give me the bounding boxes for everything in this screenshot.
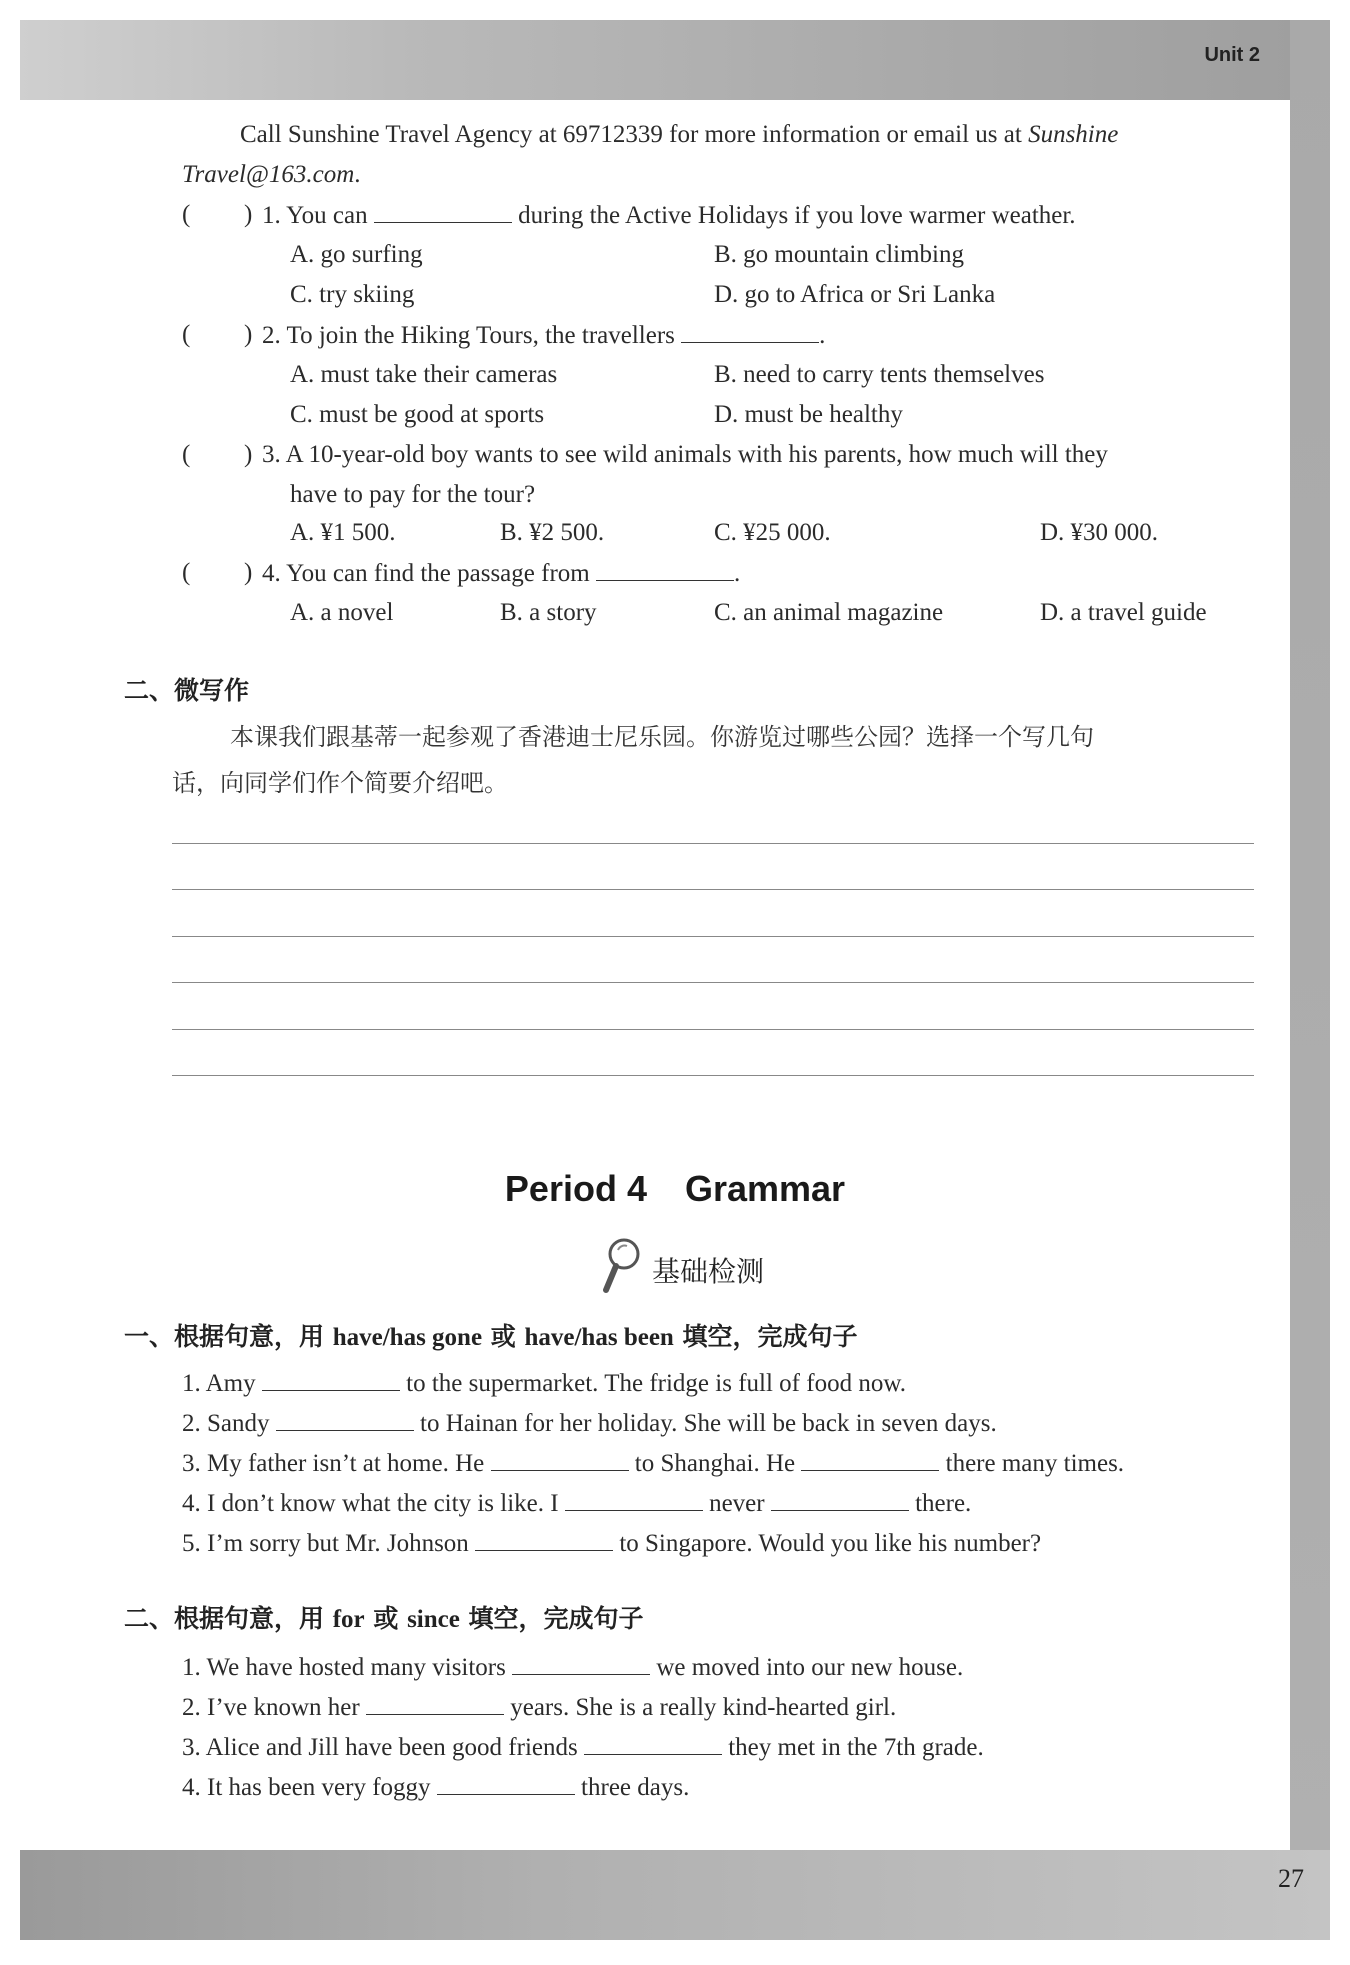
answer-blank[interactable] bbox=[565, 1488, 703, 1511]
exercise-2-heading: 二、根据句意，用 for 或 since 填空，完成句子 bbox=[124, 1604, 644, 1633]
answer-blank[interactable] bbox=[801, 1448, 939, 1471]
option-d: D. a travel guide bbox=[1040, 599, 1207, 626]
answer-paren-close: ) bbox=[244, 441, 253, 468]
answer-paren-open: ( bbox=[182, 559, 191, 586]
answer-blank[interactable] bbox=[374, 200, 512, 223]
option-d: D. go to Africa or Sri Lanka bbox=[714, 281, 996, 308]
option-b: B. ¥2 500. bbox=[500, 519, 605, 546]
option-a: A. go surfing bbox=[290, 241, 423, 268]
writing-line[interactable] bbox=[172, 1029, 1254, 1030]
option-d: D. ¥30 000. bbox=[1040, 519, 1159, 546]
exercise-1-item-3: 3. My father isn’t at home. He to Shanghai. He there many times. bbox=[182, 1450, 1125, 1477]
option-a: A. a novel bbox=[290, 599, 394, 626]
period-number: Period 4 bbox=[504, 1168, 647, 1209]
period-topic: Grammar bbox=[684, 1168, 846, 1209]
writing-line[interactable] bbox=[172, 982, 1254, 983]
writing-line[interactable] bbox=[172, 936, 1254, 937]
exercise-2-item-4: 4. It has been very foggy three days. bbox=[182, 1774, 690, 1801]
writing-line[interactable] bbox=[172, 1075, 1254, 1076]
email-part-2: Travel@163.com bbox=[182, 161, 355, 188]
answer-blank[interactable] bbox=[681, 320, 819, 343]
writing-heading: 二、微写作 bbox=[124, 676, 250, 705]
answer-paren-open: ( bbox=[182, 441, 191, 468]
exercise-1-item-1: 1. Amy to the supermarket. The fridge is full of food now. bbox=[182, 1370, 907, 1397]
option-c: C. an animal magazine bbox=[714, 599, 944, 626]
intro-line-1: Call Sunshine Travel Agency at 69712339 for more information or email us at Sunshine bbox=[240, 121, 1119, 148]
answer-blank[interactable] bbox=[437, 1772, 575, 1795]
question-stem: 1. You can during the Active Holidays if you love warmer weather. bbox=[262, 202, 1076, 229]
exercise-2-item-2: 2. I’ve known her years. She is a really kind-hearted girl. bbox=[182, 1694, 897, 1721]
answer-paren-close: ) bbox=[244, 201, 253, 228]
answer-paren-open: ( bbox=[182, 201, 191, 228]
exercise-2-item-3: 3. Alice and Jill have been good friends they met in the 7th grade. bbox=[182, 1734, 984, 1761]
answer-paren-close: ) bbox=[244, 321, 253, 348]
option-b: B. need to carry tents themselves bbox=[714, 361, 1045, 388]
exercise-1-heading: 一、根据句意，用 have/has gone 或 have/has been 填空，完成句子 bbox=[124, 1322, 858, 1351]
option-c: C. must be good at sports bbox=[290, 401, 545, 428]
question-stem: 3. A 10-year-old boy wants to see wild animals with his parents, how much will they bbox=[262, 441, 1108, 468]
answer-blank[interactable] bbox=[475, 1528, 613, 1551]
exercise-1-item-5: 5. I’m sorry but Mr. Johnson to Singapore. Would you like his number? bbox=[182, 1530, 1042, 1557]
magnifier-icon bbox=[600, 1236, 644, 1296]
answer-paren-close: ) bbox=[244, 559, 253, 586]
option-a: A. ¥1 500. bbox=[290, 519, 396, 546]
question-stem: 2. To join the Hiking Tours, the travellers . bbox=[262, 322, 826, 349]
period-title bbox=[0, 1168, 1350, 1210]
basic-check-label: 基础检测 bbox=[652, 1255, 765, 1288]
answer-blank[interactable] bbox=[276, 1408, 414, 1431]
answer-paren-open: ( bbox=[182, 321, 191, 348]
option-b: B. go mountain climbing bbox=[714, 241, 964, 268]
answer-blank[interactable] bbox=[596, 558, 734, 581]
answer-blank[interactable] bbox=[366, 1692, 504, 1715]
exercise-1-item-2: 2. Sandy to Hainan for her holiday. She will be back in seven days. bbox=[182, 1410, 997, 1437]
answer-blank[interactable] bbox=[771, 1488, 909, 1511]
option-b: B. a story bbox=[500, 599, 597, 626]
email-part-1: Sunshine bbox=[1028, 121, 1119, 148]
intro-line-2: Travel@163.com. bbox=[182, 161, 361, 188]
exercise-2-item-1: 1. We have hosted many visitors we moved into our new house. bbox=[182, 1654, 964, 1681]
writing-prompt-line-2: 话，向同学们作个简要介绍吧。 bbox=[172, 769, 508, 797]
question-stem-line-2: have to pay for the tour? bbox=[290, 481, 536, 508]
unit-label: Unit 2 bbox=[1204, 44, 1260, 66]
writing-line[interactable] bbox=[172, 843, 1254, 844]
answer-blank[interactable] bbox=[262, 1368, 400, 1391]
option-a: A. must take their cameras bbox=[290, 361, 558, 388]
option-d: D. must be healthy bbox=[714, 401, 903, 428]
option-c: C. try skiing bbox=[290, 281, 415, 308]
page-number: 27 bbox=[1278, 1864, 1304, 1893]
exercise-1-item-4: 4. I don’t know what the city is like. I never there. bbox=[182, 1490, 972, 1517]
question-stem: 4. You can find the passage from . bbox=[262, 560, 741, 587]
writing-prompt-line-1: 本课我们跟基蒂一起参观了香港迪士尼乐园。你游览过哪些公园？选择一个写几句 bbox=[230, 723, 1094, 751]
answer-blank[interactable] bbox=[584, 1732, 722, 1755]
basic-check-banner bbox=[600, 1236, 820, 1296]
writing-line[interactable] bbox=[172, 889, 1254, 890]
answer-blank[interactable] bbox=[512, 1652, 650, 1675]
option-c: C. ¥25 000. bbox=[714, 519, 831, 546]
answer-blank[interactable] bbox=[491, 1448, 629, 1471]
